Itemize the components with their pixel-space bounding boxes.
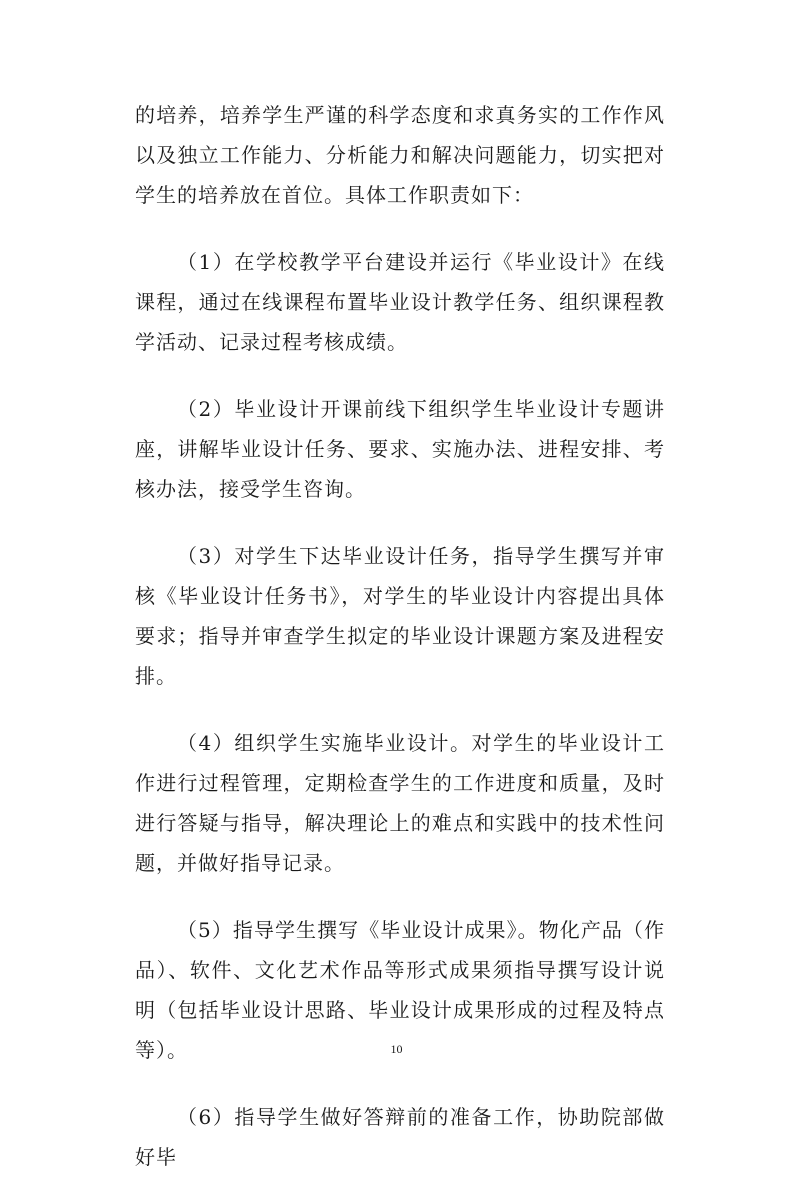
paragraph-duty-2: （2）毕业设计开课前线下组织学生毕业设计专题讲座，讲解毕业设计任务、要求、实施办法、进程安排、考核办法，接受学生咨询。 — [135, 397, 665, 501]
paragraph-duty-5: （5）指导学生撰写《毕业设计成果》。物化产品（作品）、软件、文化艺术作品等形式成果须指导撰写设计说明（包括毕业设计思路、毕业设计成果形成的过程及特点等）。 — [135, 918, 665, 1062]
paragraph-duty-3: （3）对学生下达毕业设计任务，指导学生撰写并审核《毕业设计任务书》，对学生的毕业设计内容提出具体要求；指导并审查学生拟定的毕业设计课题方案及进程安排。 — [135, 544, 665, 688]
paragraph-duty-6: （6）指导学生做好答辩前的准备工作，协助院部做好毕 — [135, 1105, 665, 1169]
page-number: 10 — [390, 1042, 403, 1056]
page-body — [135, 95, 665, 1204]
paragraph-duty-1: （1）在学校教学平台建设并运行《毕业设计》在线课程，通过在线课程布置毕业设计教学任务、组织课程教学活动、记录过程考核成绩。 — [135, 250, 665, 354]
paragraph-continuation: 的培养，培养学生严谨的科学态度和求真务实的工作作风以及独立工作能力、分析能力和解决问题能力，切实把对学生的培养放在首位。具体工作职责如下： — [135, 103, 665, 207]
paragraph-duty-4: （4）组织学生实施毕业设计。对学生的毕业设计工作进行过程管理，定期检查学生的工作进度和质量，及时进行答疑与指导，解决理论上的难点和实践中的技术性问题，并做好指导记录。 — [135, 731, 665, 875]
